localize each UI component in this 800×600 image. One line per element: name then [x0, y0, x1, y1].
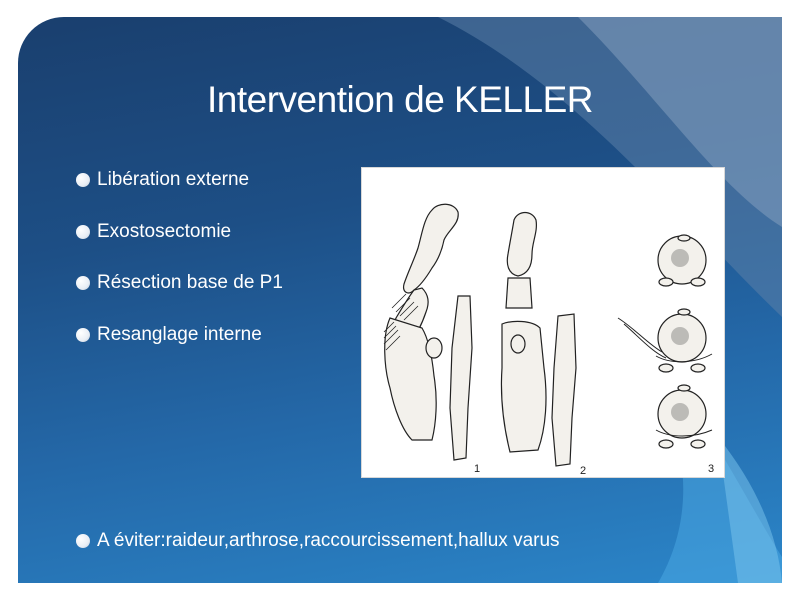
bullet-dot-icon	[76, 276, 90, 290]
bullet-item	[76, 169, 249, 191]
bullet-text: A éviter:raideur,arthrose,raccourcissement,hallux varus	[97, 530, 560, 551]
figure-label-1: 1	[474, 463, 481, 475]
bullet-dot-icon	[76, 328, 90, 342]
slide	[18, 17, 782, 583]
bullet-item-warning	[76, 530, 560, 552]
bullet-text: Resanglage interne	[97, 324, 262, 345]
surgical-illustration	[361, 167, 725, 478]
bullet-text: Exostosectomie	[97, 221, 232, 242]
bullet-item	[76, 324, 262, 346]
bullet-dot-icon	[76, 173, 90, 187]
bullet-dot-icon	[76, 534, 90, 548]
bullet-dot-icon	[76, 225, 90, 239]
slide-title: Intervention de KELLER	[207, 79, 593, 120]
bullet-item	[76, 221, 231, 243]
foot-bones-drawing	[362, 168, 724, 477]
figure-label-3: 3	[708, 463, 715, 475]
figure-label-2: 2	[580, 465, 587, 477]
bullet-item	[76, 272, 283, 294]
bullet-text: Libération externe	[97, 169, 250, 190]
bullet-text: Résection base de P1	[97, 272, 283, 293]
